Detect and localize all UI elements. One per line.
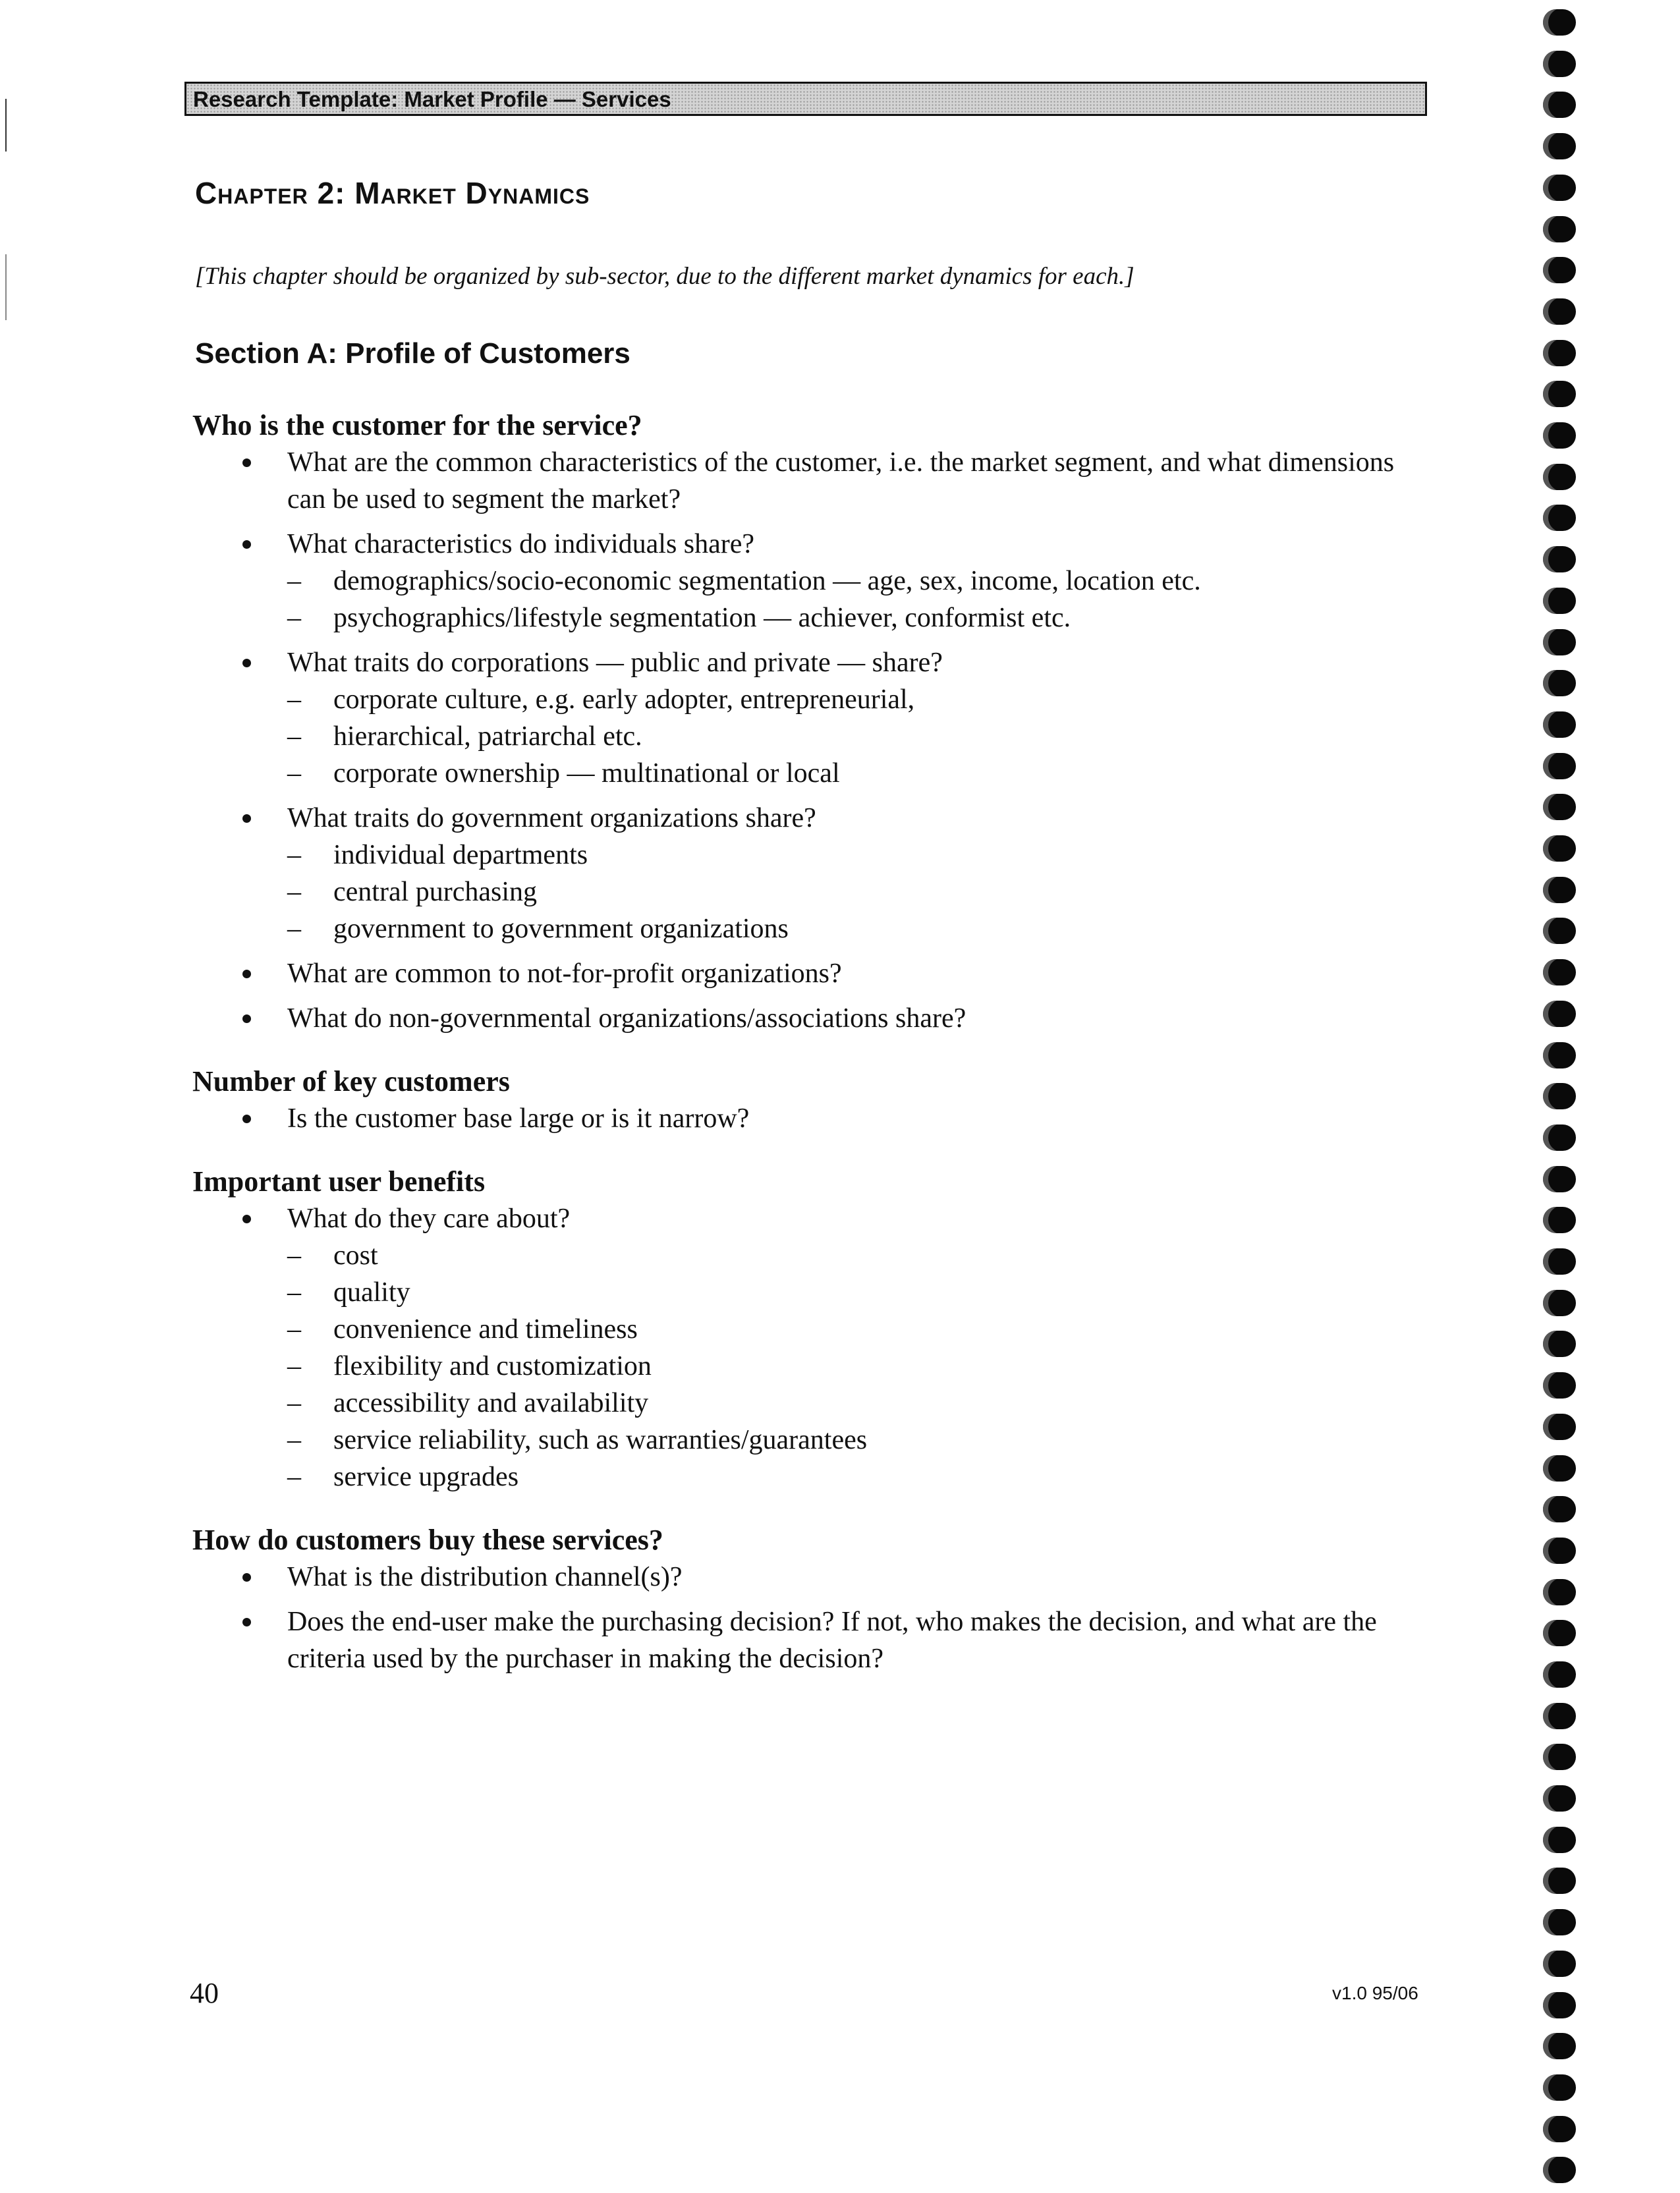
binding-hole bbox=[1543, 257, 1576, 283]
binding-hole bbox=[1543, 546, 1576, 572]
document-body bbox=[192, 407, 1418, 1704]
binding-hole bbox=[1543, 175, 1576, 201]
dash-item: – quality bbox=[287, 1274, 1418, 1311]
dash-list bbox=[287, 837, 1418, 947]
binding-hole bbox=[1543, 1868, 1576, 1894]
bullet-text: Does the end-user make the purchasing decision? If not, who makes the decision, and what are the criteria used by the purchaser in making the decision? bbox=[287, 1607, 1377, 1674]
bullet-text: Is the customer base large or is it narrow? bbox=[287, 1103, 750, 1134]
binding-hole bbox=[1543, 340, 1576, 366]
bullet-item bbox=[192, 1200, 1418, 1495]
binding-hole bbox=[1543, 1703, 1576, 1729]
bullet-item bbox=[192, 644, 1418, 792]
dash-item: – flexibility and customization bbox=[287, 1348, 1418, 1385]
binding-hole bbox=[1543, 1372, 1576, 1399]
binding-hole bbox=[1543, 133, 1576, 159]
binding-hole bbox=[1543, 51, 1576, 77]
content-group bbox=[192, 1522, 1418, 1677]
binding-hole bbox=[1543, 1827, 1576, 1853]
bullet-text: What traits do corporations — public and private — share? bbox=[287, 648, 943, 678]
binding-hole bbox=[1543, 1992, 1576, 2018]
binding-hole bbox=[1543, 711, 1576, 738]
binding-hole bbox=[1543, 1042, 1576, 1069]
content-group bbox=[192, 407, 1418, 1037]
subheading: How do customers buy these services? bbox=[192, 1524, 663, 1556]
binding-hole bbox=[1543, 1124, 1576, 1151]
bullet-list bbox=[192, 1200, 1418, 1495]
binding-hole bbox=[1543, 2074, 1576, 2101]
dash-item: – central purchasing bbox=[287, 874, 1418, 910]
bullet-item bbox=[192, 1000, 1418, 1037]
bullet-text: What do non-governmental organizations/associations share? bbox=[287, 1003, 966, 1034]
binding-hole bbox=[1543, 92, 1576, 118]
bullet-item bbox=[192, 1559, 1418, 1596]
chapter-title: Chapter 2: Market Dynamics bbox=[195, 176, 590, 210]
dash-item: – convenience and timeliness bbox=[287, 1311, 1418, 1348]
bullet-list bbox=[192, 1559, 1418, 1677]
dash-item: – service reliability, such as warranties/guarantees bbox=[287, 1422, 1418, 1458]
bullet-list bbox=[192, 1100, 1418, 1137]
binding-hole bbox=[1543, 1248, 1576, 1275]
bullet-text: What characteristics do individuals share? bbox=[287, 529, 755, 559]
bullet-item bbox=[192, 1100, 1418, 1137]
binding-hole bbox=[1543, 753, 1576, 779]
dash-item: – service upgrades bbox=[287, 1458, 1418, 1495]
chapter-intro-note: [This chapter should be organized by sub-sector, due to the different market dynamics for each.] bbox=[195, 263, 1134, 290]
binding-hole bbox=[1543, 464, 1576, 490]
bullet-item bbox=[192, 1603, 1418, 1677]
dash-item: – demographics/socio-economic segmentation — age, sex, income, location etc. bbox=[287, 563, 1418, 599]
binding-hole bbox=[1543, 1496, 1576, 1522]
binding-hole bbox=[1543, 794, 1576, 820]
dash-item: – government to government organizations bbox=[287, 910, 1418, 947]
dash-item: – corporate ownership — multinational or local bbox=[287, 755, 1418, 792]
binding-hole bbox=[1543, 1455, 1576, 1482]
binding-hole bbox=[1543, 1290, 1576, 1316]
bullet-text: What do they care about? bbox=[287, 1204, 571, 1234]
scan-edge-mark bbox=[5, 254, 7, 320]
bullet-item bbox=[192, 444, 1418, 518]
binding-hole bbox=[1543, 1744, 1576, 1770]
binding-hole bbox=[1543, 2157, 1576, 2183]
binding-hole bbox=[1543, 381, 1576, 407]
bullet-text: What traits do government organizations share? bbox=[287, 803, 816, 833]
binding-hole bbox=[1543, 1207, 1576, 1233]
section-title: Section A: Profile of Customers bbox=[195, 337, 630, 370]
bullet-item bbox=[192, 526, 1418, 636]
binding-hole bbox=[1543, 1909, 1576, 1935]
content-group bbox=[192, 1063, 1418, 1137]
dash-item: – individual departments bbox=[287, 837, 1418, 874]
binding-hole bbox=[1543, 835, 1576, 862]
binding-hole bbox=[1543, 422, 1576, 449]
binding-hole bbox=[1543, 1331, 1576, 1357]
content-group bbox=[192, 1163, 1418, 1495]
dash-item: – cost bbox=[287, 1237, 1418, 1274]
binding-hole bbox=[1543, 1538, 1576, 1564]
binding-hole bbox=[1543, 9, 1576, 36]
bullet-item bbox=[192, 955, 1418, 992]
binding-hole bbox=[1543, 1661, 1576, 1688]
binding-hole bbox=[1543, 1001, 1576, 1027]
bullet-text: What is the distribution channel(s)? bbox=[287, 1562, 683, 1592]
dash-list bbox=[287, 1237, 1418, 1495]
binding-hole bbox=[1543, 877, 1576, 903]
binding-hole bbox=[1543, 1166, 1576, 1192]
dash-list bbox=[287, 681, 1418, 792]
binding-hole bbox=[1543, 629, 1576, 655]
version-label: v1.0 95/06 bbox=[1332, 1983, 1418, 2003]
binding-hole bbox=[1543, 1785, 1576, 1812]
binding-hole bbox=[1543, 1579, 1576, 1605]
bullet-list bbox=[192, 444, 1418, 1037]
binding-hole bbox=[1543, 1414, 1576, 1440]
dash-list bbox=[287, 563, 1418, 636]
subheading: Who is the customer for the service? bbox=[192, 409, 642, 441]
binding-hole bbox=[1543, 216, 1576, 242]
binding-hole bbox=[1543, 588, 1576, 614]
binding-hole bbox=[1543, 298, 1576, 325]
bullet-text: What are the common characteristics of the customer, i.e. the market segment, and what dimensions can be used to segment the market? bbox=[287, 447, 1395, 514]
binding-hole bbox=[1543, 505, 1576, 531]
dash-item: – psychographics/lifestyle segmentation — achiever, conformist etc. bbox=[287, 599, 1418, 636]
binding-hole bbox=[1543, 2033, 1576, 2059]
running-header-title: Research Template: Market Profile — Services bbox=[193, 87, 671, 111]
dash-item: – accessibility and availability bbox=[287, 1385, 1418, 1422]
scan-edge-mark bbox=[5, 99, 7, 152]
spiral-binding bbox=[1543, 0, 1582, 2193]
binding-hole bbox=[1543, 918, 1576, 944]
bullet-text: What are common to not-for-profit organizations? bbox=[287, 958, 842, 989]
subheading: Number of key customers bbox=[192, 1065, 510, 1097]
subheading: Important user benefits bbox=[192, 1165, 486, 1198]
page-number: 40 bbox=[190, 1977, 219, 2009]
dash-item: – corporate culture, e.g. early adopter, entrepreneurial, bbox=[287, 681, 1418, 718]
bullet-item bbox=[192, 800, 1418, 947]
binding-hole bbox=[1543, 1083, 1576, 1109]
running-header bbox=[184, 82, 1427, 116]
binding-hole bbox=[1543, 2116, 1576, 2142]
binding-hole bbox=[1543, 1951, 1576, 1977]
binding-hole bbox=[1543, 959, 1576, 985]
binding-hole bbox=[1543, 670, 1576, 696]
dash-item: – hierarchical, patriarchal etc. bbox=[287, 718, 1418, 755]
binding-hole bbox=[1543, 1620, 1576, 1646]
